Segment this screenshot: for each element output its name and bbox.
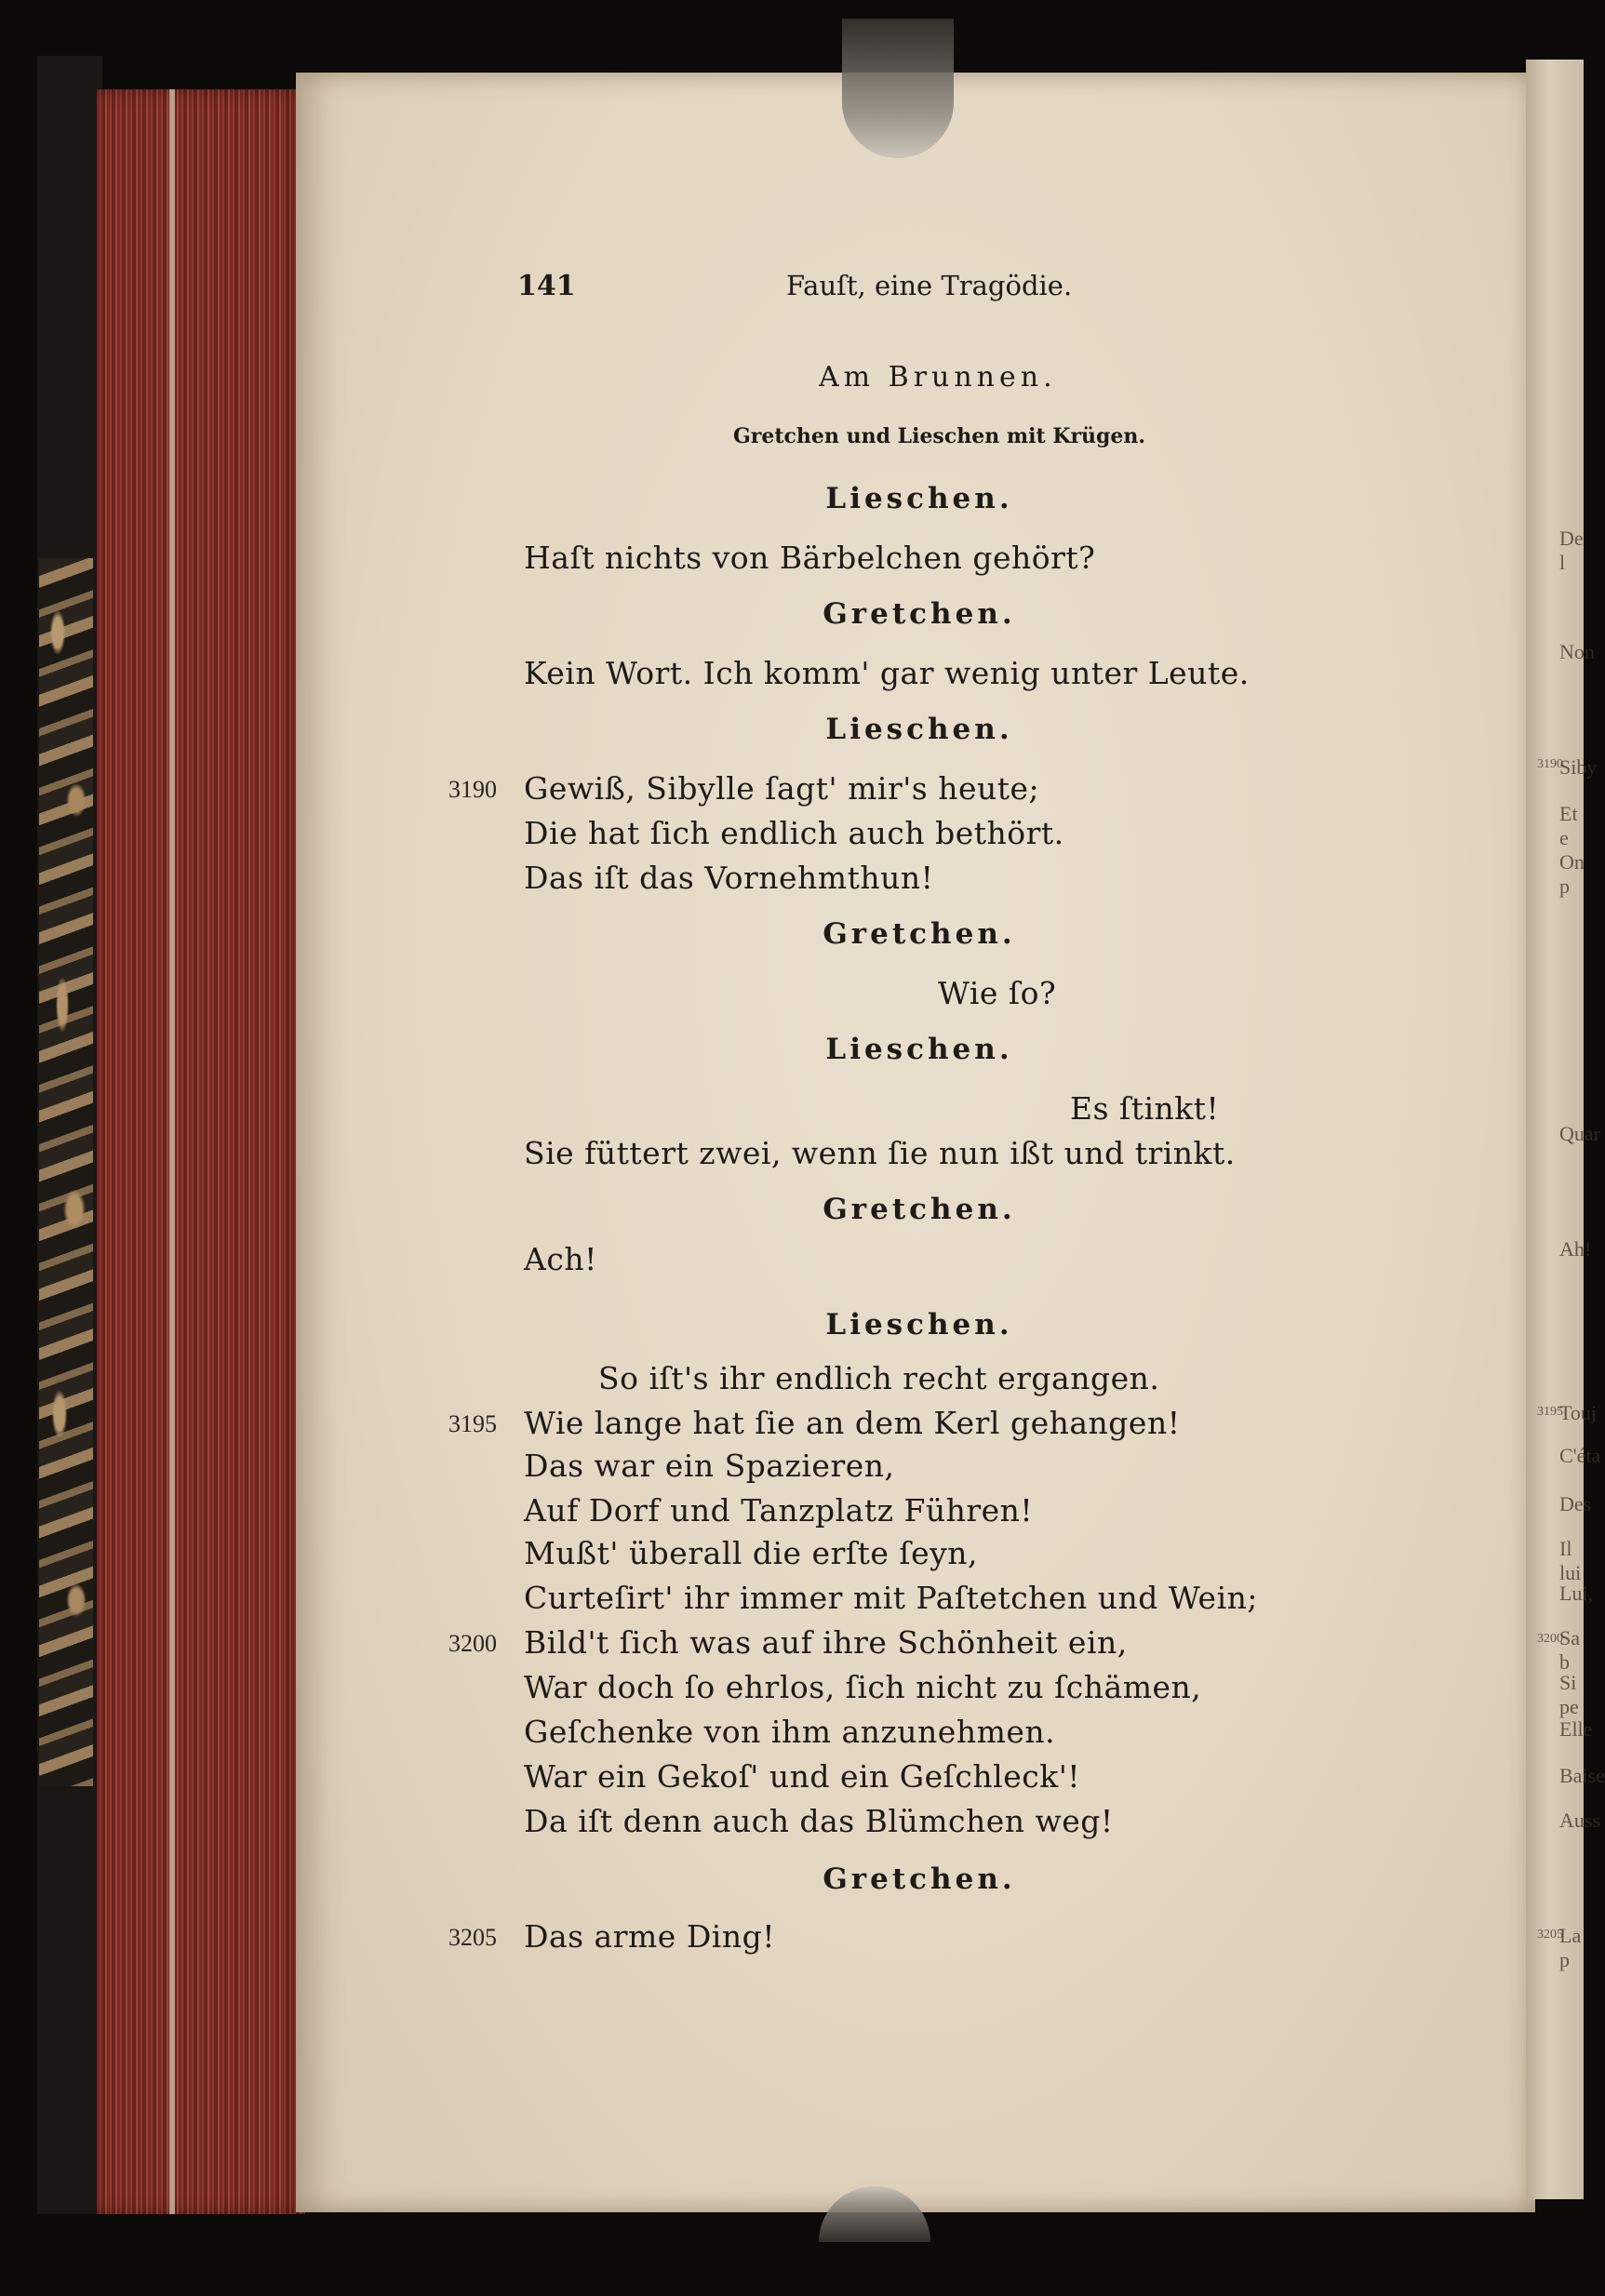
- facing-text: Sa b: [1559, 1626, 1580, 1674]
- verse-line: Die hat ſich endlich auch bethört.: [524, 815, 1064, 851]
- verse-line: Sie füttert zwei, wenn ſie nun ißt und trinkt.: [524, 1135, 1236, 1171]
- facing-text: La p: [1559, 1924, 1582, 1971]
- line-number: 3195: [448, 1410, 497, 1437]
- line-number: 3205: [448, 1924, 497, 1951]
- marbled-endpaper: [39, 558, 93, 1786]
- facing-text: De l: [1559, 527, 1584, 574]
- facing-text: Si pe: [1559, 1671, 1579, 1718]
- facing-line-number: 3200: [1537, 1632, 1563, 1646]
- page-edges-red: [97, 89, 305, 2214]
- verse-line: Auf Dorf und Tanzplatz Führen!: [524, 1492, 1034, 1528]
- speaker-name: Lieschen.: [825, 1308, 1013, 1342]
- facing-text: Lui,: [1559, 1582, 1594, 1605]
- scene-title: Am Brunnen.: [819, 361, 1057, 394]
- verse-line: Da iſt denn auch das Blümchen weg!: [524, 1803, 1114, 1839]
- verse-line: Kein Wort. Ich komm' gar wenig unter Leute.: [524, 655, 1250, 691]
- verse-line: So iſt's ihr endlich recht ergangen.: [598, 1360, 1160, 1396]
- facing-text: Baise: [1559, 1764, 1605, 1787]
- verse-line: Curteſirt' ihr immer mit Paſtetchen und Wein;: [524, 1580, 1259, 1616]
- verse-line: Haſt nichts von Bärbelchen gehört?: [524, 540, 1096, 576]
- verse-line: Es ſtinkt!: [1070, 1090, 1220, 1127]
- speaker-name: Lieschen.: [825, 1033, 1013, 1066]
- facing-line-number: 3190: [1537, 757, 1563, 771]
- verse-line: Geſchenke von ihm anzunehmen.: [524, 1714, 1056, 1750]
- facing-text: Auss: [1559, 1809, 1601, 1832]
- verse-line: War ein Gekoſ' und ein Geſchleck'!: [524, 1758, 1081, 1795]
- verse-line: War doch ſo ehrlos, ſich nicht zu ſchämen,: [524, 1669, 1202, 1705]
- verse-line: Ach!: [524, 1241, 597, 1277]
- facing-text: Non: [1559, 640, 1595, 663]
- facing-text: Elle: [1559, 1717, 1593, 1741]
- verse-line: Das arme Ding!: [524, 1918, 775, 1955]
- line-number: 3190: [448, 776, 497, 803]
- verse-line: Wie lange hat ſie an dem Kerl gehangen!: [524, 1405, 1181, 1441]
- facing-text: Quar: [1559, 1122, 1600, 1145]
- speaker-name: Lieschen.: [825, 482, 1013, 515]
- facing-text: C'éta: [1559, 1444, 1601, 1467]
- facing-text: Touj: [1559, 1401, 1598, 1424]
- page-clip-top: [842, 19, 954, 158]
- speaker-name: Lieschen.: [825, 713, 1013, 746]
- facing-text: Des: [1559, 1492, 1592, 1515]
- speaker-name: Gretchen.: [823, 1193, 1016, 1226]
- page-number: 141: [517, 270, 576, 302]
- facing-text: Il lui: [1559, 1537, 1582, 1584]
- verse-line: Das iſt das Vornehmthun!: [524, 860, 934, 896]
- line-number: 3200: [448, 1630, 497, 1657]
- facing-line-number: 3195: [1537, 1405, 1563, 1419]
- verse-line: Gewiß, Sibylle ſagt' mir's heute;: [524, 770, 1040, 807]
- verse-line: Mußt' überall die erſte ſeyn,: [524, 1535, 978, 1571]
- verse-line: Wie ſo?: [938, 975, 1057, 1011]
- verse-line: Bild't ſich was auf ihre Schönheit ein,: [524, 1624, 1128, 1661]
- speaker-name: Gretchen.: [823, 1862, 1016, 1896]
- facing-text: Et e: [1559, 802, 1578, 849]
- facing-text: Siby: [1559, 755, 1598, 779]
- facing-text: Ah!: [1559, 1237, 1592, 1261]
- facing-line-number: 3205: [1537, 1928, 1563, 1942]
- speaker-name: Gretchen.: [823, 597, 1016, 631]
- speaker-name: Gretchen.: [823, 917, 1016, 951]
- stage-direction: Gretchen und Lieschen mit Krügen.: [733, 424, 1146, 448]
- running-head: Fauſt, eine Tragödie.: [786, 270, 1073, 301]
- facing-text: On p: [1559, 850, 1585, 898]
- verse-line: Das war ein Spazieren,: [524, 1448, 895, 1484]
